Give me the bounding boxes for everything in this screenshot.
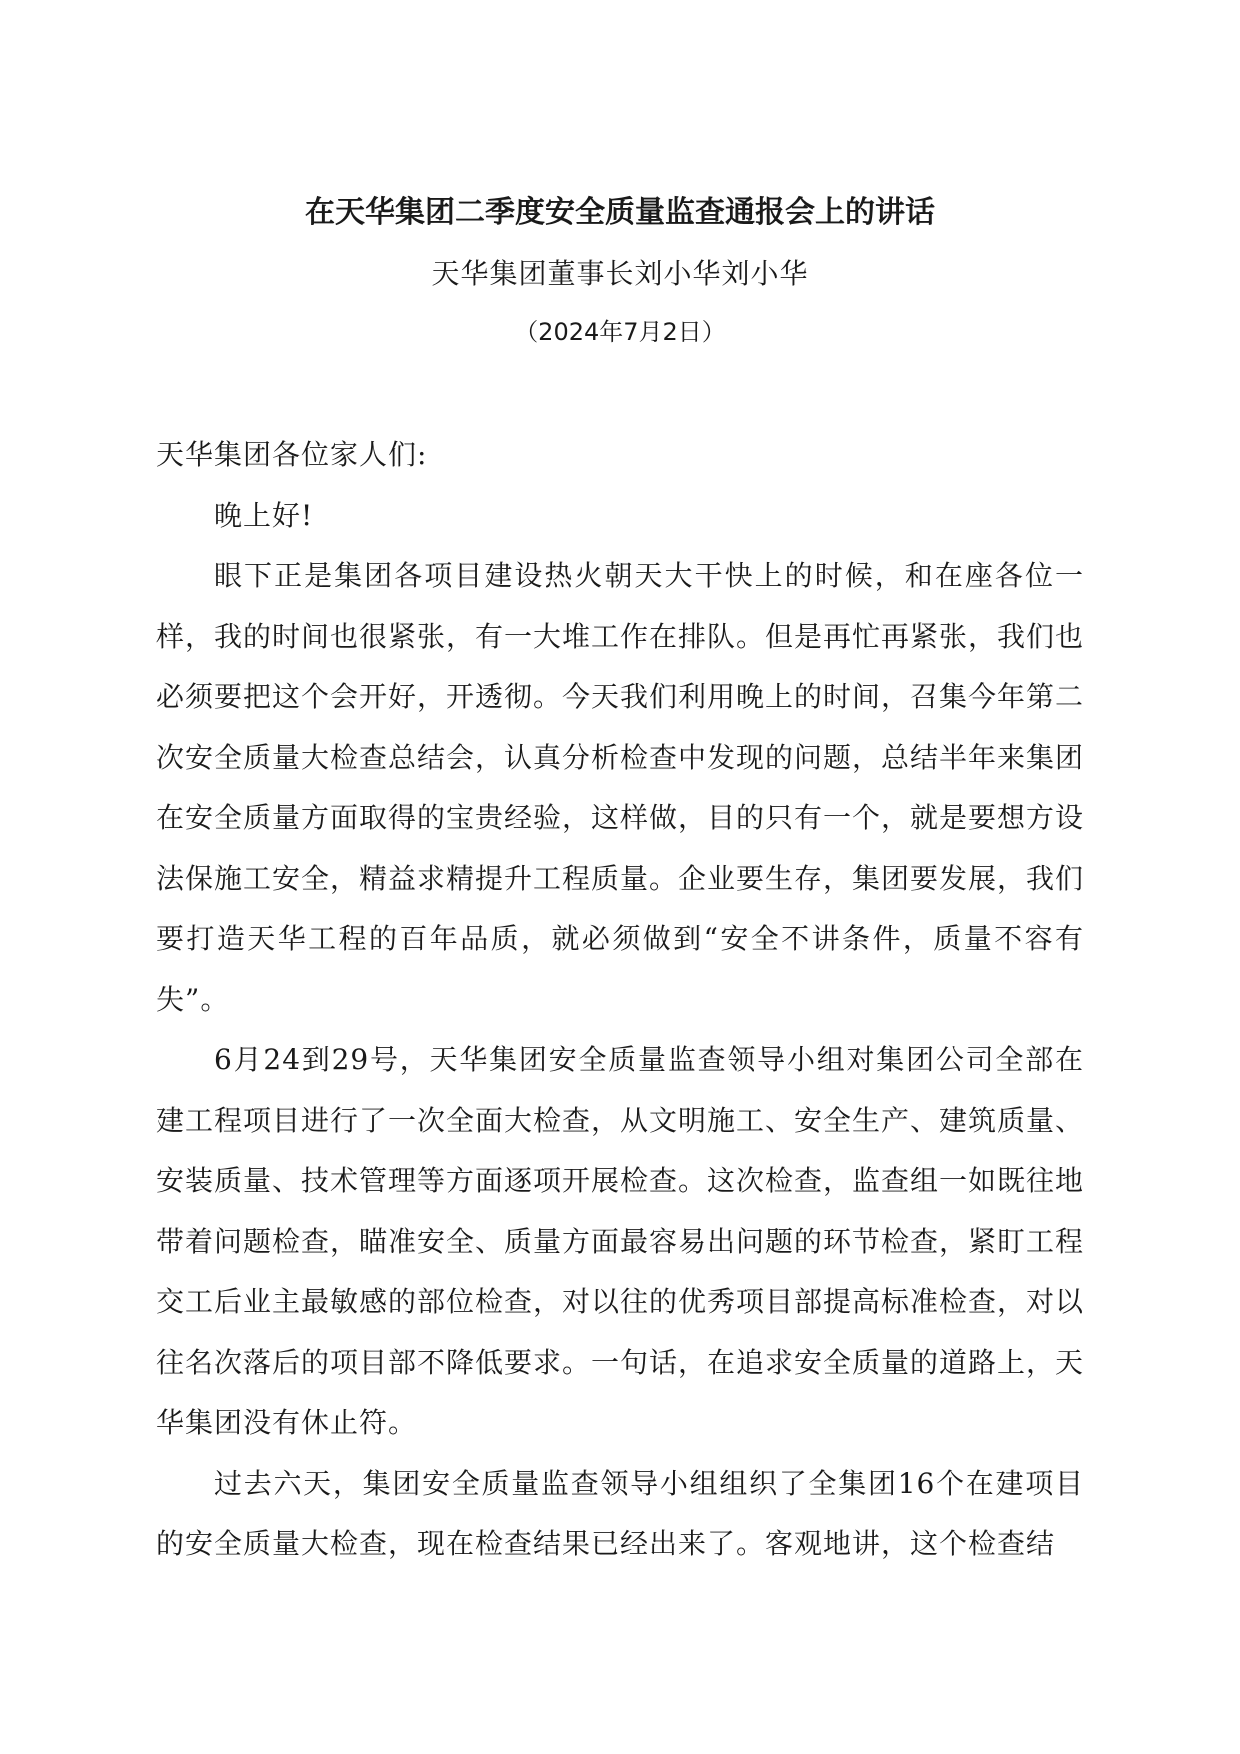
paragraph-3: 过去六天，集团安全质量监查领导小组组织了全集团16个在建项目的安全质量大检查，现在检查结果已经出来了。客观地讲，这个检查结 <box>156 1466 1084 1560</box>
speech-author: 天华集团董事长刘小华刘小华 <box>431 257 809 290</box>
speech-date: （2024年7月2日） <box>514 318 726 346</box>
paragraph-2: 6月24到29号，天华集团安全质量监查领导小组对集团公司全部在建工程项目进行了一次全面大检查，从文明施工、安全生产、建筑质量、安装质量、技术管理等方面逐项开展检查。这次检查，监查组一如既往地带着问题检查，瞄准安全、质量方面最容易出问题的环节检查，紧盯工程交工后业主最敏感的部位检查，对以往的优秀项目部提高标准检查，对以往名次落后的项目部不降低要求。一句话，在追求安全质量的道路上，天华集团没有休止符。 <box>156 1043 1085 1439</box>
paragraph-1: 眼下正是集团各项目建设热火朝天大干快上的时候，和在座各位一样，我的时间也很紧张，有一大堆工作在排队。但是再忙再紧张，我们也必须要把这个会开好，开透彻。今天我们利用晚上的时间，召集今年第二次安全质量大检查总结会，认真分析检查中发现的问题，总结半年来集团在安全质量方面取得的宝贵经验，这样做，目的只有一个，就是要想方设法保施工安全，精益求精提升工程质量。企业要生存，集团要发展，我们要打造天华工程的百年品质，就必须做到“安全不讲条件，质量不容有失”。 <box>156 559 1085 1016</box>
speech-body <box>156 425 1084 1575</box>
speech-title: 在天华集团二季度安全质量监查通报会上的讲话 <box>305 195 935 230</box>
greeting: 晚上好! <box>214 498 314 532</box>
salutation: 天华集团各位家人们: <box>156 438 428 471</box>
